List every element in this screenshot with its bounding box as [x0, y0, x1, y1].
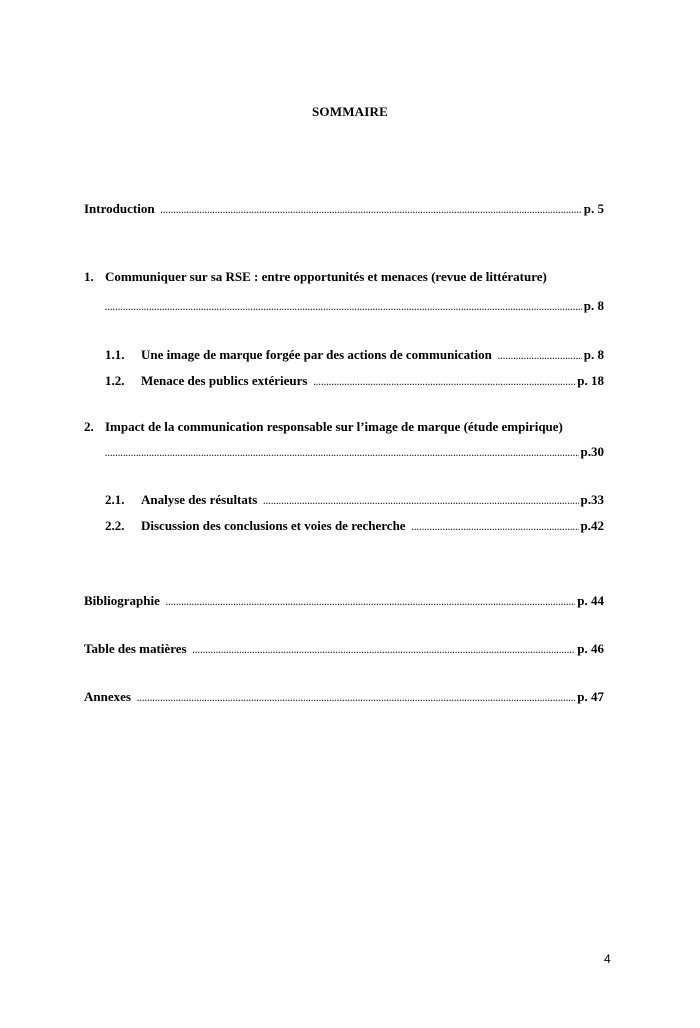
toc-entry-2-2: [105, 518, 604, 534]
section-number: 1.: [84, 269, 94, 284]
toc-entry-table-des-matieres: [84, 641, 604, 657]
page-title: SOMMAIRE: [312, 104, 388, 119]
dot-leader: [193, 647, 576, 655]
dot-leader: [166, 599, 575, 607]
toc-entry-label: Menace des publics extérieurs: [141, 373, 308, 388]
toc-entry-bibliographie: [84, 593, 604, 609]
toc-entry-page: p. 5: [583, 201, 604, 216]
section-number: 2.: [84, 419, 94, 434]
dot-leader: [313, 379, 575, 387]
toc-entry-page: p.42: [580, 518, 604, 533]
toc-section-2-heading: [84, 419, 624, 435]
toc-entry-label: Une image de marque forgée par des actions de communication: [141, 347, 492, 362]
dot-leader: [498, 353, 582, 361]
subsection-number: 1.1.: [105, 347, 125, 362]
toc-entry-page: p. 47: [577, 689, 604, 704]
toc-entry-page: p. 44: [577, 593, 604, 608]
toc-entry-label: Annexes: [84, 689, 131, 704]
toc-section-1-leader: [105, 298, 604, 314]
toc-entry-label: Discussion des conclusions et voies de recherche: [141, 518, 406, 533]
dot-leader: [137, 695, 575, 703]
dot-leader: [412, 524, 579, 532]
toc-entry-label: Analyse des résultats: [141, 492, 258, 507]
section-label: Impact de la communication responsable sur l’image de marque (étude empirique): [105, 419, 563, 434]
toc-entry-label: Introduction: [84, 201, 155, 216]
toc-entry-2-1: [105, 492, 604, 508]
subsection-number: 2.1.: [105, 492, 125, 507]
toc-entry-label: Bibliographie: [84, 593, 160, 608]
toc-section-2-leader: [105, 444, 604, 460]
toc-entry-page: p. 18: [577, 373, 604, 388]
dot-leader: [105, 450, 579, 458]
toc-entry-page: p. 8: [583, 347, 604, 362]
dot-leader: [263, 498, 578, 506]
section-label: Communiquer sur sa RSE : entre opportunités et menaces (revue de littérature): [105, 269, 547, 284]
toc-entry-page: p. 46: [577, 641, 604, 656]
toc-section-1-heading: [84, 269, 624, 285]
page-number: 4: [604, 952, 611, 966]
toc-entry-annexes: [84, 689, 604, 705]
subsection-number: 2.2.: [105, 518, 125, 533]
subsection-number: 1.2.: [105, 373, 125, 388]
toc-entry-page: p. 8: [583, 298, 604, 313]
dot-leader: [161, 207, 582, 215]
dot-leader: [105, 304, 582, 312]
toc-entry-introduction: [84, 201, 604, 217]
toc-entry-label: Table des matières: [84, 641, 187, 656]
toc-entry-1-2: [105, 373, 604, 389]
toc-entry-page: p.33: [580, 492, 604, 507]
toc-entry-page: p.30: [580, 444, 604, 459]
toc-entry-1-1: [105, 347, 604, 363]
